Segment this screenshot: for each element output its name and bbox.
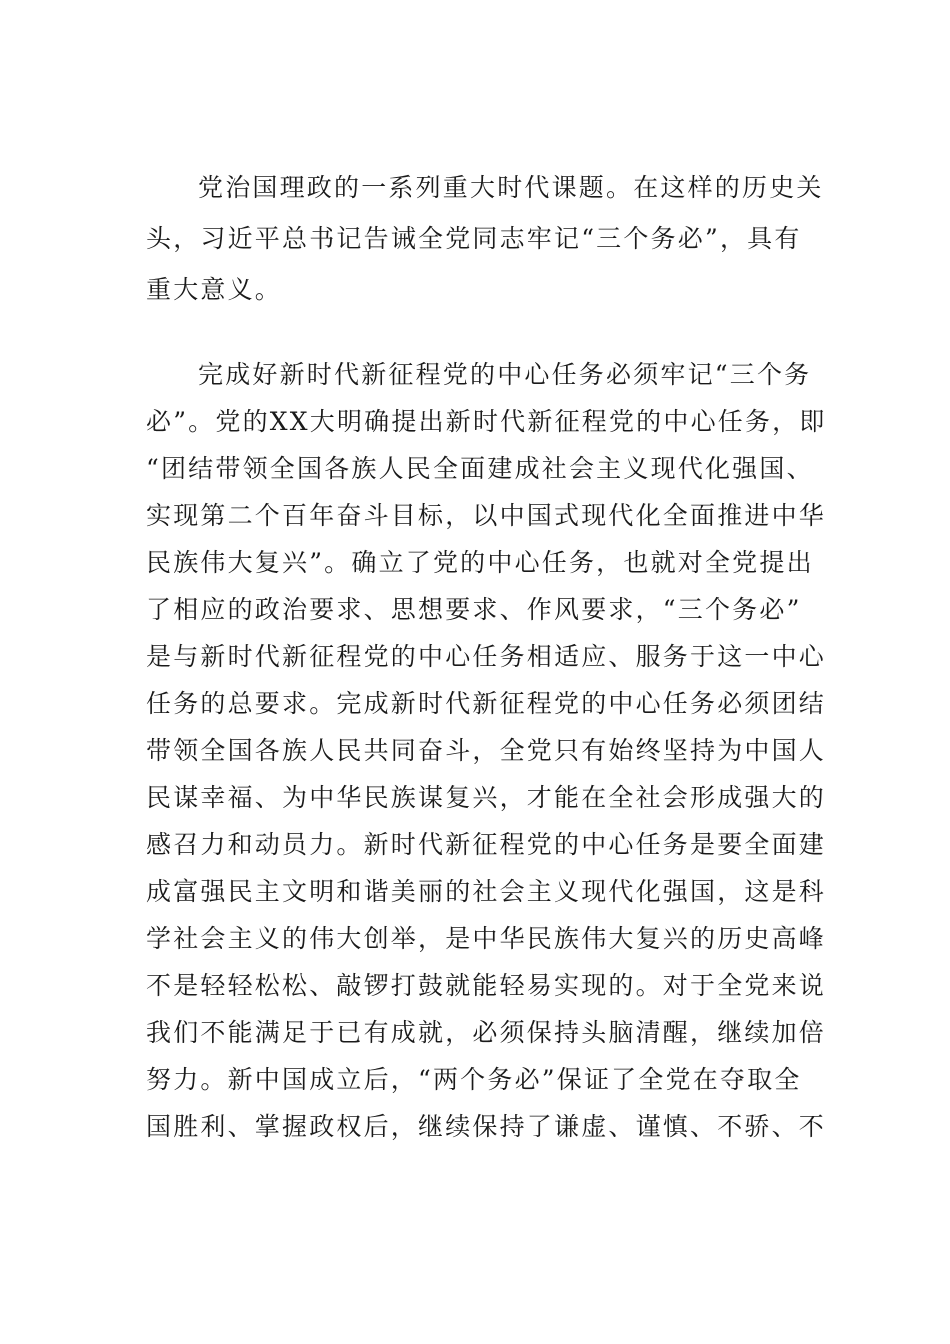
paragraph-2-line-14: 不是轻轻松松、敲锣打鼓就能轻易实现的。对于全党来说 bbox=[146, 971, 827, 1000]
paragraph-2-line-8: 任务的总要求。完成新时代新征程党的中心任务必须团结 bbox=[146, 689, 827, 718]
paragraph-2-line-6: 了相应的政治要求、思想要求、作风要求，“三个务必” bbox=[146, 595, 802, 624]
paragraph-2-line-9: 带领全国各族人民共同奋斗，全党只有始终坚持为中国人 bbox=[146, 736, 827, 765]
paragraph-2-line-1: 完成好新时代新征程党的中心任务必须牢记“三个务 bbox=[198, 360, 812, 389]
paragraph-2-line-4: 实现第二个百年奋斗目标，以中国式现代化全面推进中华 bbox=[146, 501, 827, 530]
paragraph-1-line-2: 头，习近平总书记告诫全党同志牢记“三个务必”，具有 bbox=[146, 224, 802, 253]
paragraph-2-line-11: 感召力和动员力。新时代新征程党的中心任务是要全面建 bbox=[146, 830, 827, 859]
paragraph-2-line-10: 民谋幸福、为中华民族谋复兴，才能在全社会形成强大的 bbox=[146, 783, 827, 812]
paragraph-2-line-3: “团结带领全国各族人民全面建成社会主义现代化强国、 bbox=[146, 454, 814, 483]
paragraph-1-line-3: 重大意义。 bbox=[146, 275, 283, 304]
paragraph-2-line-18 bbox=[146, 1150, 816, 1198]
paragraph-2-line-12: 成富强民主文明和谐美丽的社会主义现代化强国，这是科 bbox=[146, 877, 827, 906]
paragraph-2-line-15: 我们不能满足于已有成就，必须保持头脑清醒，继续加倍 bbox=[146, 1018, 827, 1047]
paragraph-2-line-2: 必”。党的XX大明确提出新时代新征程党的中心任务，即 bbox=[146, 407, 827, 436]
paragraph-1-line-1: 党治国理政的一系列重大时代课题。在这样的历史关 bbox=[198, 173, 824, 202]
paragraph-2-line-17: 国胜利、掌握政权后，继续保持了谦虚、谨慎、不骄、不 bbox=[146, 1112, 827, 1141]
paragraph-2-line-16: 努力。新中国成立后，“两个务必”保证了全党在夺取全 bbox=[146, 1065, 802, 1094]
paragraph-2-line-5: 民族伟大复兴”。确立了党的中心任务，也就对全党提出 bbox=[146, 548, 814, 577]
paragraph-2-line-13: 学社会主义的伟大创举，是中华民族伟大复兴的历史高峰 bbox=[146, 924, 827, 953]
paragraph-2-line-7: 是与新时代新征程党的中心任务相适应、服务于这一中心 bbox=[146, 642, 827, 671]
